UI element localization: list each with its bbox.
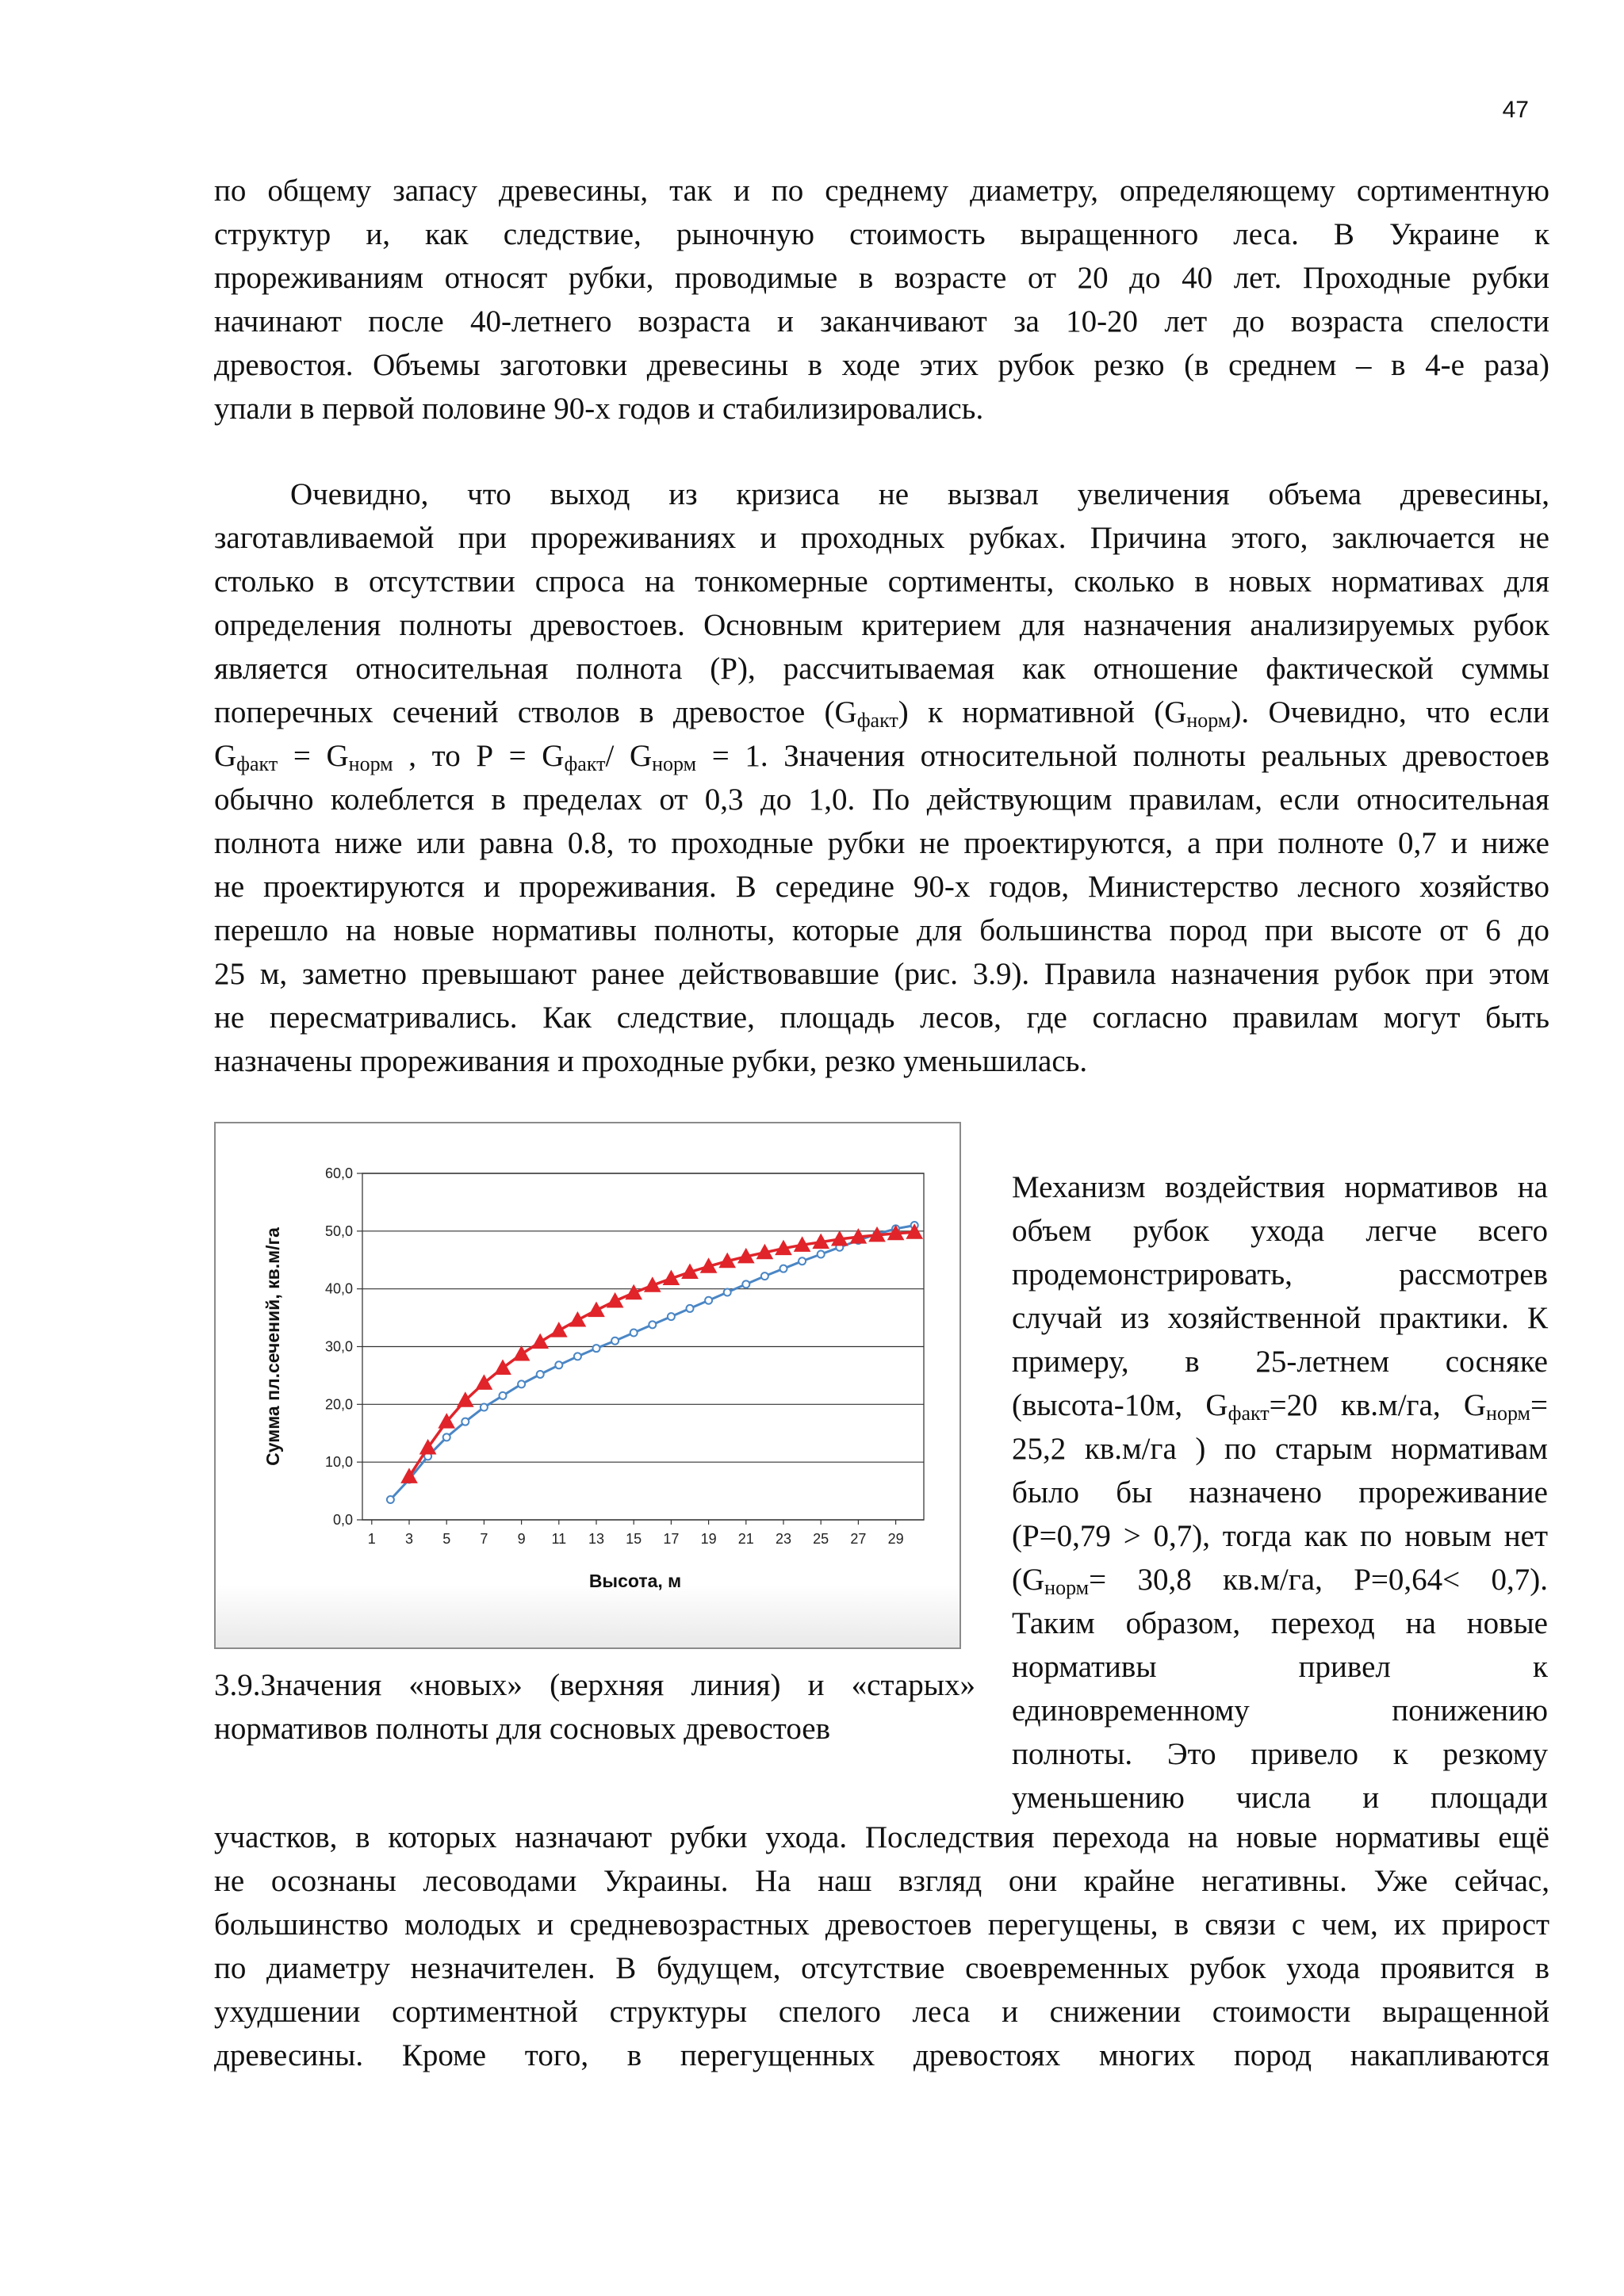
page-number: 47 [1502,97,1529,123]
text-line: ($G_{норм}= 30,8$ кв.м/га, Р=0,64< 0,7). [1012,1563,1548,1599]
text-line: продемонстрировать, рассмотрев [1012,1257,1548,1292]
paragraph-2 [214,473,1549,1083]
text-line: 25,2 кв.м/га ) по старым нормативам [1012,1432,1548,1466]
x-axis-title: Высота, м [588,1571,682,1591]
caption-line: нормативов полноты для сосновых древостоев [214,1712,831,1746]
x-tick-label: 5 [442,1531,451,1547]
text-line: (высота-10м, $G_{факт}=20$ кв.м/га, $G_{норм}=$ [1012,1388,1549,1425]
x-tick-label: 25 [813,1531,829,1547]
text-line: (Р=0,79 > 0,7), тогда как по новым нет [1012,1519,1548,1553]
data-point-circle [724,1289,731,1296]
text-line: обычно колеблется в пределах от 0,3 до 1,0. По действующим правилам, если относительная [214,783,1549,817]
x-tick-label: 7 [480,1531,488,1547]
data-point-circle [481,1403,488,1410]
data-point-circle [593,1345,600,1352]
x-tick-label: 1 [367,1531,376,1547]
y-tick-label: 40,0 [324,1280,353,1297]
data-point-circle [761,1272,768,1280]
y-tick-label: 30,0 [324,1338,353,1355]
text-line: по диаметру незначителен. В будущем, отсутствие своевременных рубок ухода проявится в [214,1951,1549,1985]
y-tick-label: 60,0 [324,1165,353,1181]
chart-svg [216,1123,961,1649]
data-point-circle [799,1257,806,1265]
data-point-circle [462,1418,469,1425]
figure-caption [214,1663,975,1751]
text-line: случай из хозяйственной практики. К [1012,1301,1548,1335]
data-point-circle [611,1337,619,1345]
text-line: примеру, в 25-летнем сосняке [1012,1345,1548,1379]
text-line: участков, в которых назначают рубки ухода. Последствия перехода на новые нормативы ещё [214,1820,1549,1854]
text-line: ухудшении сортиментной структуры спелого леса и снижении стоимости выращенной [214,1995,1549,2029]
text-line: определения полноты древостоев. Основным критерием для назначения анализируемых рубок [214,608,1549,642]
x-tick-label: 27 [850,1531,867,1547]
y-axis-title: Сумма пл.сечений, кв.м/га [262,1227,283,1466]
data-point-circle [500,1392,507,1399]
text-line: назначены прореживания и проходные рубки, резко уменьшилась. [214,1044,1088,1078]
text-line: упали в первой половине 90-х годов и стабилизировались. [214,392,984,426]
text-line: прореживаниям относят рубки, проводимые в возрасте от 20 до 40 лет. Проходные рубки [214,261,1549,295]
text-line: Очевидно, что выход из кризиса не вызвал увеличения объема древесины, [290,477,1549,511]
text-line: не осознаны лесоводами Украины. На наш взгляд они крайне негативны. Уже сейчас, [214,1864,1549,1898]
text-line: заготавливаемой при прореживаниях и проходных рубках. Причина этого, заключается не [214,521,1549,555]
data-point-circle [742,1280,749,1288]
paragraph-1 [214,169,1549,430]
y-tick-label: 0,0 [332,1512,353,1528]
text-line: полнота ниже или равна 0.8, то проходные рубки не проектируются, а при полноте 0,7 и ниже [214,826,1549,860]
data-point-circle [574,1353,581,1360]
data-point-circle [687,1305,694,1312]
x-tick-label: 19 [700,1531,717,1547]
data-point-circle [780,1265,787,1272]
text-line: по общему запасу древесины, так и по среднему диаметру, определяющему сортиментную [214,174,1549,208]
text-line: 25 м, заметно превышают ранее действовавшие (рис. 3.9). Правила назначения рубок при этом [214,957,1549,991]
text-line: единовременному понижению [1012,1693,1548,1728]
data-point-circle [630,1330,638,1337]
text-line: Механизм воздействия нормативов на [1012,1170,1548,1204]
x-tick-label: 13 [588,1531,605,1547]
figure-chart [214,1122,961,1649]
text-line: полноты. Это привело к резкому [1012,1737,1548,1771]
text-line: является относительная полнота (Р), рассчитываемая как отношение фактической суммы [214,652,1549,686]
x-tick-label: 23 [775,1531,792,1547]
text-line: не пересматривались. Как следствие, площадь лесов, где согласно правилам могут быть [214,1001,1549,1035]
y-tick-label: 50,0 [324,1223,353,1239]
text-line: древостоя. Объемы заготовки древесины в ходе этих рубок резко (в среднем – в 4-е раза) [214,348,1549,382]
text-line: большинство молодых и средневозрастных древостоев перегущены, в связи с чем, их прирост [214,1908,1549,1942]
text-line: уменьшению числа и площади [1012,1781,1548,1815]
text-line: $G_{факт} = G_{норм}$ , то $Р = G_{факт}/$ $G_{норм} = 1$. Значения относительной полноты реальных древостоев [214,739,1549,775]
data-point-circle [555,1361,562,1368]
data-point-circle [387,1496,394,1503]
x-tick-label: 29 [887,1531,904,1547]
x-tick-label: 9 [517,1531,526,1547]
text-line: начинают после 40-летнего возраста и заканчивают за 10-20 лет до возраста спелости [214,304,1549,339]
y-tick-label: 10,0 [324,1454,353,1471]
text-line: Таким образом, переход на новые [1012,1606,1548,1640]
data-point-circle [818,1250,825,1257]
text-line: структур и, как следствие, рыночную стоимость выращенного леса. В Украине к [214,217,1549,251]
data-point-circle [518,1380,525,1387]
data-point-circle [705,1297,712,1304]
text-line: было бы назначено прореживание [1012,1475,1548,1510]
text-line: объем рубок ухода легче всего [1012,1214,1548,1248]
x-tick-label: 11 [551,1531,567,1547]
text-line: нормативы привел к [1012,1650,1548,1684]
side-paragraph [1012,1165,1548,1820]
text-line: столько в отсутствии спроса на тонкомерные сортименты, сколько в новых нормативах для [214,564,1549,599]
y-tick-label: 20,0 [324,1396,353,1413]
text-line: не проектируются и прореживания. В середине 90-х годов, Министерство лесного хозяйство [214,870,1549,904]
text-line: перешло на новые нормативы полноты, которые для большинства пород при высоте от 6 до [214,913,1549,947]
x-tick-label: 15 [626,1531,642,1547]
text-line: поперечных сечений стволов в древостое $(G_{факт})$ к нормативной $(G_{норм})$. Очевидно, что если [214,695,1549,732]
x-tick-label: 17 [663,1531,680,1547]
caption-line: 3.9.Значения «новых» (верхняя линия) и «старых» [214,1668,975,1702]
x-tick-label: 21 [737,1531,754,1547]
x-tick-label: 3 [404,1531,414,1547]
data-point-circle [443,1433,450,1441]
paragraph-4 [214,1816,1549,2077]
data-point-circle [649,1321,656,1328]
data-point-circle [537,1371,544,1378]
data-point-circle [668,1313,675,1320]
text-line: древесины. Кроме того, в перегущенных древостоях многих пород накапливаются [214,2038,1549,2072]
